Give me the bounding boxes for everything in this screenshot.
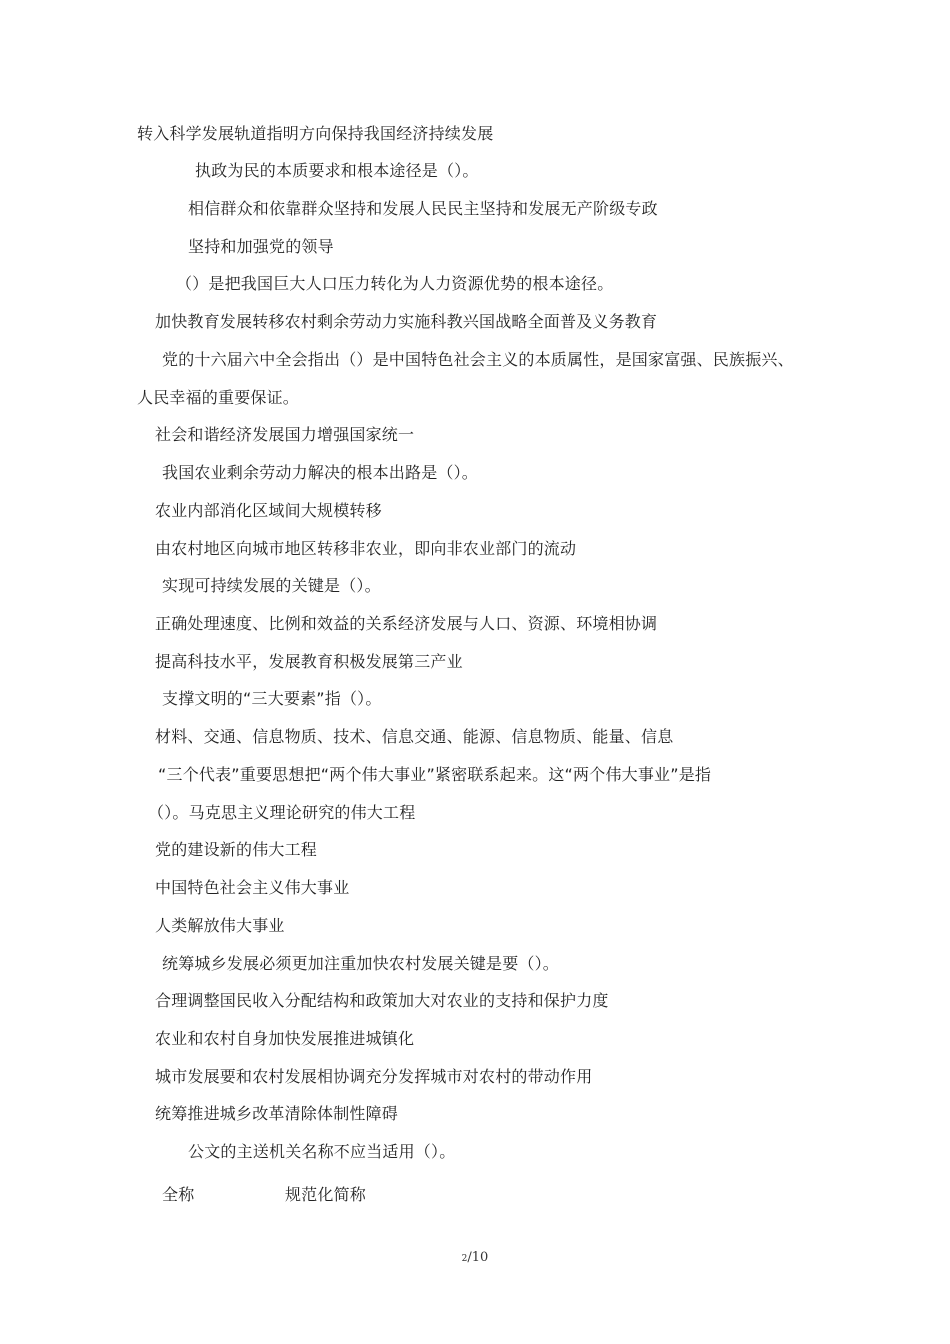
text-line: 党的十六届六中全会指出（）是中国特色社会主义的本质属性，是国家富强、民族振兴、: [162, 350, 794, 369]
text-line: 加快教育发展转移农村剩余劳动力实施科教兴国战略全面普及义务教育: [155, 312, 658, 331]
text-line: （）。马克思主义理论研究的伟大工程: [148, 803, 416, 822]
text-line: 转入科学发展轨道指明方向保持我国经济持续发展: [137, 124, 494, 143]
text-line: 社会和谐经济发展国力增强国家统一: [155, 425, 415, 444]
text-line: 农业内部消化区域间大规模转移: [155, 501, 382, 520]
text-line: “三个代表”重要思想把“两个伟大事业”紧密联系起来。这“两个伟大事业”是指: [158, 765, 712, 784]
text-line: 党的建设新的伟大工程: [155, 840, 318, 859]
page-number: [0, 1250, 950, 1267]
text-line: 农业和农村自身加快发展推进城镇化: [155, 1029, 415, 1048]
text-line: 人类解放伟大事业: [155, 916, 285, 935]
text-line: 中国特色社会主义伟大事业: [155, 878, 350, 897]
text-line: 合理调整国民收入分配结构和政策加大对农业的支持和保护力度: [155, 991, 609, 1010]
text-line: 正确处理速度、比例和效益的关系经济发展与人口、资源、环境相协调: [155, 614, 658, 633]
text-line: 城市发展要和农村发展相协调充分发挥城市对农村的带动作用: [155, 1067, 593, 1086]
page-number-separator: /: [467, 1250, 472, 1265]
text-line: 相信群众和依靠群众坚持和发展人民民主坚持和发展无产阶级专政: [188, 199, 658, 218]
text-line: 提高科技水平，发展教育积极发展第三产业: [155, 652, 463, 671]
text-line: （）是把我国巨大人口压力转化为人力资源优势的根本途径。: [176, 274, 614, 293]
option-text: 规范化简称: [285, 1185, 367, 1204]
text-line: 人民幸福的重要保证。: [137, 388, 300, 407]
text-line: 统筹推进城乡改革清除体制性障碍: [155, 1104, 399, 1123]
page-number-current: 2: [461, 1254, 468, 1264]
text-line: 支撑文明的“三大要素”指（）。: [162, 689, 382, 708]
text-line: 坚持和加强党的领导: [188, 237, 334, 256]
text-line: 实现可持续发展的关键是（）。: [162, 576, 381, 595]
text-line: 我国农业剩余劳动力解决的根本出路是（）。: [162, 463, 479, 482]
option-text: 全称: [162, 1185, 195, 1204]
text-line: 材料、交通、信息物质、技术、信息交通、能源、信息物质、能量、信息: [155, 727, 674, 746]
text-line: 执政为民的本质要求和根本途径是（）。: [195, 161, 479, 180]
text-line: 统筹城乡发展必须更加注重加快农村发展关键是要（）。: [162, 954, 560, 973]
page-number-total: 10: [471, 1250, 489, 1265]
text-line: 公文的主送机关名称不应当适用（）。: [188, 1142, 456, 1161]
text-line: 由农村地区向城市地区转移非农业，即向非农业部门的流动: [155, 539, 577, 558]
